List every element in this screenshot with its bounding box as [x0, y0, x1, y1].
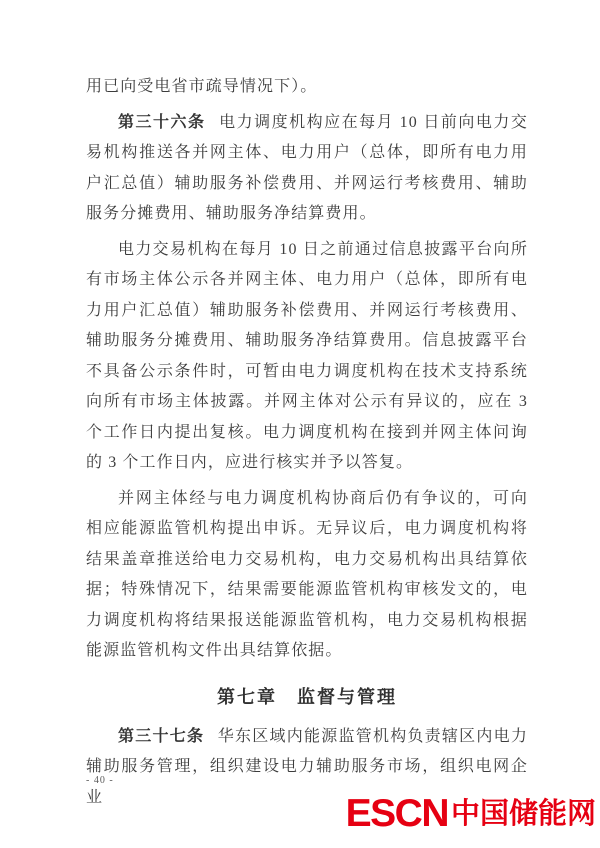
escn-logo-chinese: 中国储能网 — [450, 798, 596, 830]
article-36-label: 第三十六条 — [118, 113, 206, 131]
chapter-heading: 第七章 监督与管理 — [217, 686, 397, 707]
article-37-text: 华东区域内能源监管机构负责辖区内电力辅助服务管理，组织建设电力辅助服务市场，组织电网企业 — [86, 727, 528, 806]
document-body — [86, 72, 528, 818]
escn-logo — [345, 792, 596, 835]
paragraph-continuation: 用已向受电省市疏导情况下）。 — [86, 78, 318, 95]
paragraph-disclosure: 电力交易机构在每月 10 日之前通过信息披露平台向所有市场主体公示各并网主体、电力用户（总体，即所有电力用户汇总值）辅助服务补偿费用、并网运行考核费用、辅助服务分摊费用、辅助服务净结算费用。信息披露平台不具备公示条件时，可暂由电力调度机构在技术支持系统向所有市场主体披露。并网主体对公示有异议的，应在 3 个工作日内提出复核。电力调度机构在接到并网主体问询的 3 个工作日内，应进行核实并予以答复。 — [86, 240, 528, 471]
article-37-label: 第三十七条 — [118, 727, 205, 745]
article-36-text: 电力调度机构应在每月 10 日前向电力交易机构推送各并网主体、电力用户（总体，即所有电力用户汇总值）辅助服务补偿费用、并网运行考核费用、辅助服务分摊费用、辅助服务净结算费用。 — [86, 113, 528, 222]
paragraph-article-36 — [86, 108, 528, 230]
paragraph-dispute: 并网主体经与电力调度机构协商后仍有争议的，可向相应能源监管机构提出申诉。无异议后，电力调度机构将结果盖章推送给电力交易机构，电力交易机构出具结算依据；特殊情况下，结果需要能源监管机构审核发文的，电力调度机构将结果报送能源监管机构，电力交易机构根据能源监管机构文件出具结算依据。 — [86, 489, 528, 659]
escn-logo-latin: ESCN — [345, 792, 448, 835]
page-number: - 40 - — [86, 775, 114, 786]
